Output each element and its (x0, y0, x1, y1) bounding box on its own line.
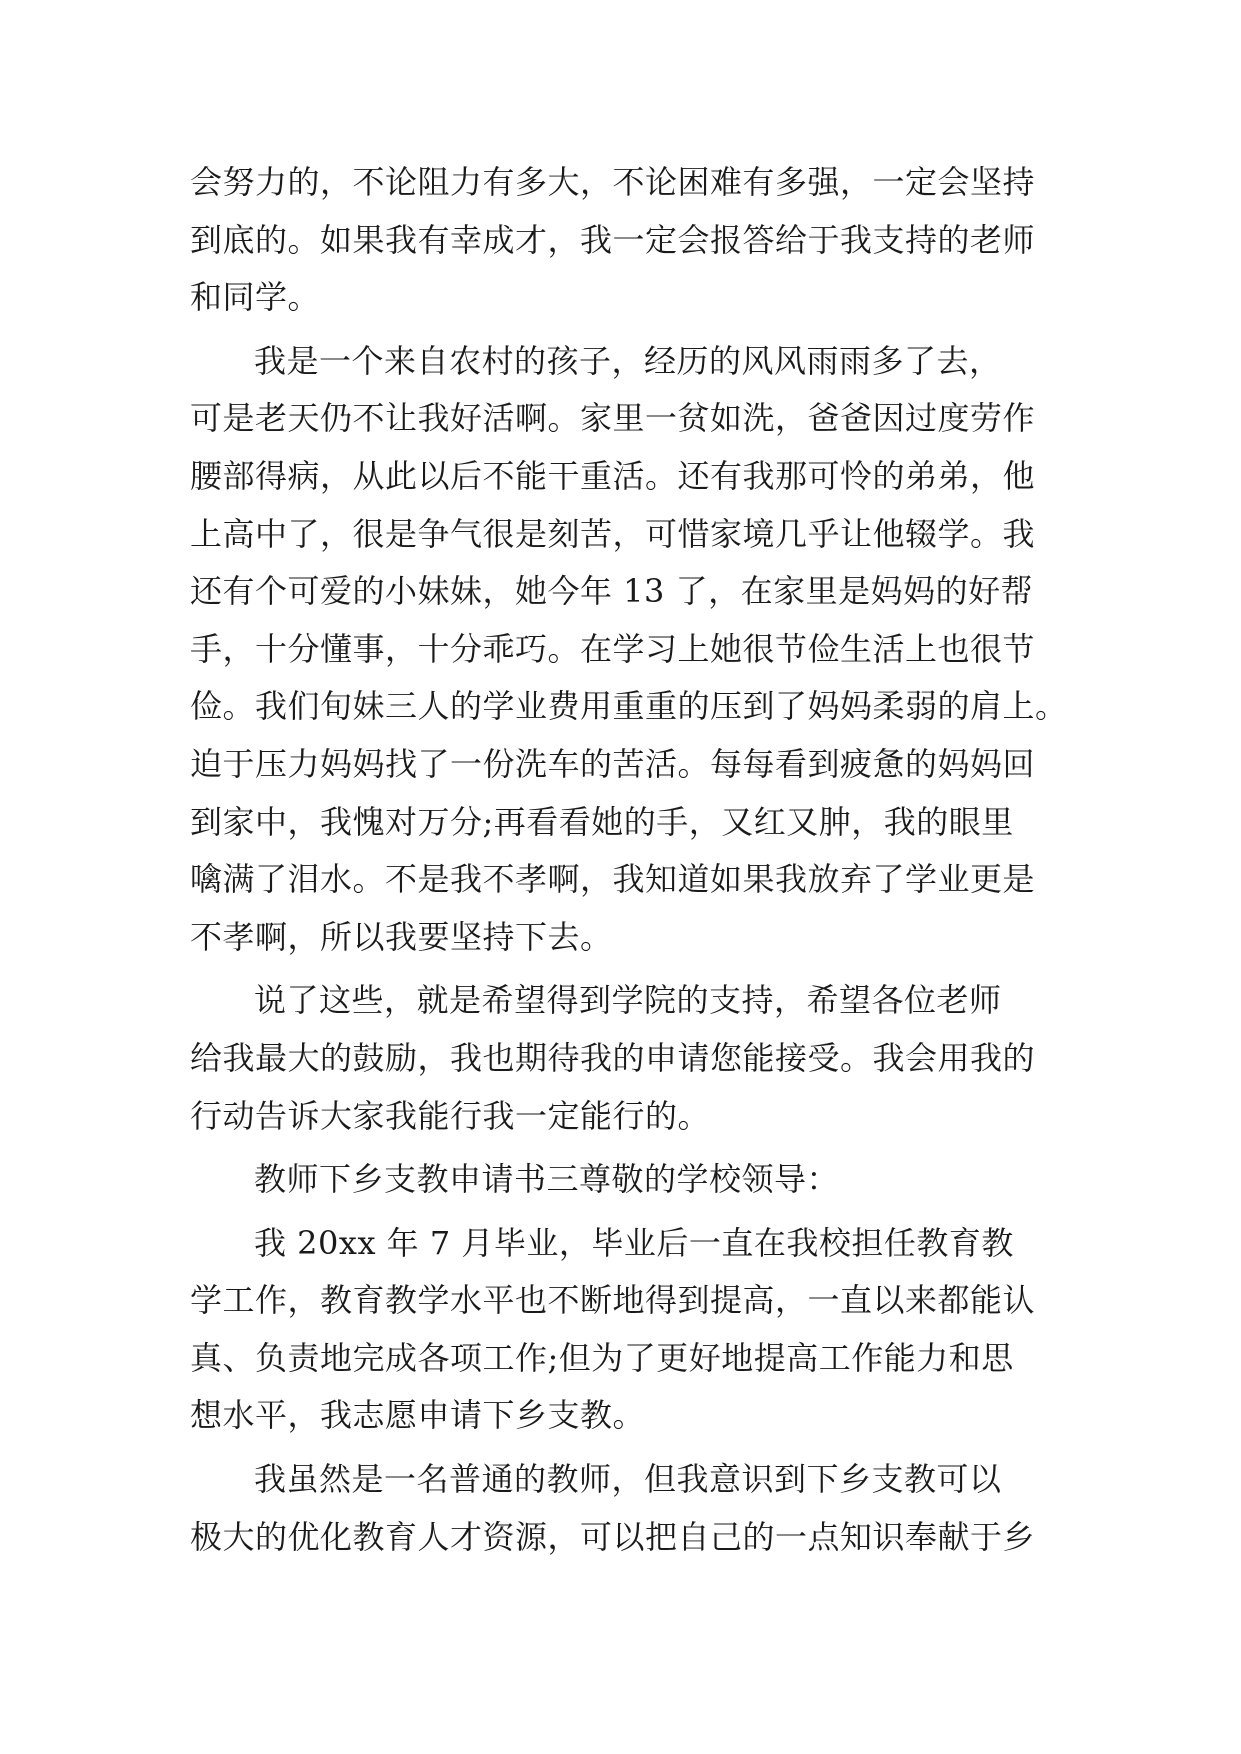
document-body (190, 154, 1068, 1566)
paragraph (190, 154, 1055, 327)
section-heading (190, 1151, 1055, 1209)
text-line: 行动告诉大家我能行我一定能行的。 (190, 1096, 711, 1135)
text-line: 俭。我们旬妹三人的学业费用重重的压到了妈妈柔弱的肩上。 (190, 687, 1068, 726)
text-line: 噙满了泪水。不是我不孝啊，我知道如果我放弃了学业更是 (190, 860, 1036, 899)
text-line: 极大的优化教育人才资源，可以把自己的一点知识奉献于乡 (190, 1517, 1036, 1556)
text-line: 学工作，教育教学水平也不断地得到提高，一直以来都能认 (190, 1281, 1036, 1320)
text-line: 还有个可爱的小妹妹，她今年 13 了，在家里是妈妈的好帮 (190, 572, 1034, 611)
text-line: 我虽然是一名普通的教师，但我意识到下乡支教可以 (254, 1460, 1002, 1499)
paragraph (190, 1215, 1055, 1445)
text-line: 到底的。如果我有幸成才，我一定会报答给于我支持的老师 (190, 220, 1036, 259)
text-line: 会努力的，不论阻力有多大，不论困难有多强，一定会坚持 (190, 163, 1036, 201)
text-line: 真、负责地完成各项工作;但为了更好地提高工作能力和思 (190, 1338, 1014, 1377)
text-line: 我 20xx 年 7 月毕业，毕业后一直在我校担任教育教 (254, 1223, 1014, 1262)
paragraph (190, 1451, 1055, 1566)
text-line: 我是一个来自农村的孩子，经历的风风雨雨多了去， (254, 341, 1002, 380)
text-line: 可是老天仍不让我好活啊。家里一贫如洗，爸爸因过度劳作 (190, 399, 1036, 438)
text-line: 到家中，我愧对万分;再看看她的手，又红又肿，我的眼里 (190, 802, 1014, 841)
text-line: 教师下乡支教申请书三尊敬的学校领导： (254, 1160, 840, 1199)
text-line: 给我最大的鼓励，我也期待我的申请您能接受。我会用我的 (190, 1038, 1036, 1077)
text-line: 腰部得病，从此以后不能干重活。还有我那可怜的弟弟，他 (190, 456, 1036, 495)
paragraph (190, 972, 1055, 1145)
text-line: 和同学。 (190, 278, 321, 317)
text-line: 迫于压力妈妈找了一份洗车的苦活。每每看到疲惫的妈妈回 (190, 744, 1036, 783)
paragraph (190, 333, 1068, 967)
text-line: 想水平，我志愿申请下乡支教。 (190, 1396, 646, 1435)
text-line: 上高中了，很是争气很是刻苦，可惜家境几乎让他辍学。我 (190, 514, 1036, 553)
text-line: 说了这些，就是希望得到学院的支持，希望各位老师 (254, 981, 1002, 1020)
text-line: 手，十分懂事，十分乖巧。在学习上她很节俭生活上也很节 (190, 629, 1036, 668)
text-line: 不孝啊，所以我要坚持下去。 (190, 917, 613, 956)
